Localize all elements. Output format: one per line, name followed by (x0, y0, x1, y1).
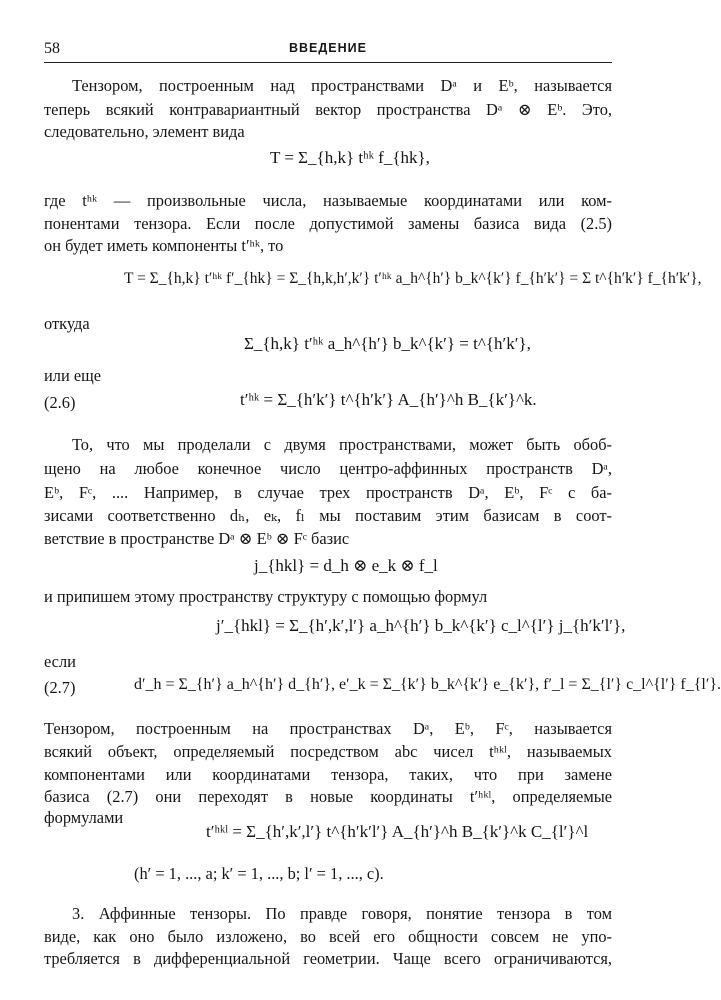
text-line: То, что мы проделали с двумя пространствами, может быть обоб- (72, 435, 612, 454)
chapter-title: ВВЕДЕНИЕ (289, 41, 367, 55)
equation-2-6: t′ʰᵏ = Σ_{h′k′} t^{h′k′} A_{h′}^h B_{k′}^k. (240, 390, 537, 409)
text-line: Eᵇ, Fᶜ, .... Например, в случае трех пространств Dᵃ, Eᵇ, Fᶜ с ба- (44, 483, 612, 502)
text-line: ветствие в пространстве Dᵃ ⊗ Eᵇ ⊗ Fᶜ базис (44, 529, 350, 548)
text-line: и припишем этому пространству структуру с помощью формул (44, 587, 488, 606)
page-number: 58 (44, 40, 60, 57)
equation-basis-j: j_{hkl} = d_h ⊗ e_k ⊗ f_l (254, 556, 438, 575)
text-line: понентами тензора. Если после допустимой замены базиса вида (2.5) (44, 214, 612, 233)
text-line: требляется в дифференциальной геометрии. Чаще всего ограничиваются, (44, 949, 612, 968)
text-line: или еще (44, 366, 101, 385)
equation-tensor: T = Σ_{h,k} tʰᵏ f_{hk}, (270, 148, 430, 167)
text-line: теперь всякий контравариантный вектор пространства Dᵃ ⊗ Eᵇ. Это, (44, 100, 612, 119)
text-line: всякий объект, определяемый посредством abc чисел tʰᵏˡ, называемых (44, 742, 612, 761)
equation-basis-change: T = Σ_{h,k} t′ʰᵏ f′_{hk} = Σ_{h,k,h′,k′} t′ʰᵏ a_h^{h′} b_k^{k′} f_{h′k′} = Σ t^{h′k′} f_{h′k′}, (124, 270, 702, 287)
text-line: базиса (2.7) они переходят в новые координаты t′ʰᵏˡ, определяемые (44, 787, 612, 806)
text-line: Тензором, построенным над пространствами Dᵃ и Eᵇ, называется (72, 76, 612, 95)
text-line: откуда (44, 314, 90, 333)
equation-component-relation: Σ_{h,k} t′ʰᵏ a_h^{h′} b_k^{k′} = t^{h′k′}, (244, 334, 531, 353)
equation-number: (2.6) (44, 393, 76, 412)
running-header (44, 40, 612, 63)
equation-j-prime: j′_{hkl} = Σ_{h′,k′,l′} a_h^{h′} b_k^{k′} c_l^{l′} j_{h′k′l′}, (216, 616, 626, 635)
equation-2-7: d′_h = Σ_{h′} a_h^{h′} d_{h′}, e′_k = Σ_{k′} b_k^{k′} e_{k′}, f′_l = Σ_{l′} c_l^{l′} f_{l′}. (134, 676, 721, 693)
text-line: щено на любое конечное число центро-аффинных пространств Dᵃ, (44, 459, 612, 478)
text-line: виде, как оно было изложено, во всей его общности совсем не упо- (44, 927, 612, 946)
text-line: где tʰᵏ — произвольные числа, называемые координатами или ком- (44, 191, 612, 210)
equation-t-prime: t′ʰᵏˡ = Σ_{h′,k′,l′} t^{h′k′l′} A_{h′}^h B_{k′}^k C_{l′}^l (206, 822, 589, 841)
text-line: компонентами или координатами тензора, таких, что при замене (44, 765, 612, 784)
text-line: если (44, 652, 76, 671)
text-line: он будет иметь компоненты t′ʰᵏ, то (44, 236, 284, 255)
text-line: Тензором, построенным на пространствах Dᵃ, Eᵇ, Fᶜ, называется (44, 719, 612, 738)
text-line: формулами (44, 808, 124, 827)
equation-index-ranges: (h′ = 1, ..., a; k′ = 1, ..., b; l′ = 1, ..., c). (134, 864, 384, 883)
text-line: зисами соответственно dₕ, eₖ, fₗ мы поставим этим базисам в соот- (44, 506, 612, 525)
section-heading-line: 3. Аффинные тензоры. По правде говоря, понятие тензора в том (72, 904, 612, 923)
text-line: следовательно, элемент вида (44, 122, 245, 141)
equation-number: (2.7) (44, 678, 76, 697)
